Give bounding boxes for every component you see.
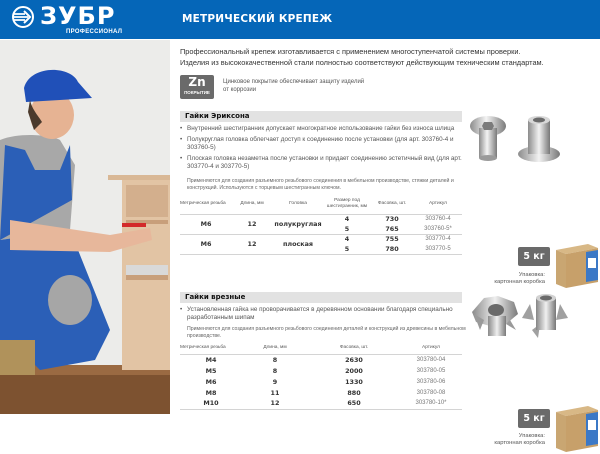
brand-logo <box>12 4 162 36</box>
table-row <box>180 398 462 409</box>
article-cell: 303770-4 <box>425 236 451 243</box>
erickson-nut-round-head-image <box>468 114 508 164</box>
length-cell: 8 <box>272 366 278 375</box>
insert-nut-flat-image <box>470 290 520 338</box>
article-cell: 303780-04 <box>416 356 446 363</box>
packaging-label <box>485 433 545 447</box>
table-row <box>180 365 462 376</box>
erickson-specs-table <box>180 195 462 255</box>
col-thread: Метрическая резьба <box>180 195 232 214</box>
brand-subtitle: ПРОФЕССИОНАЛ <box>66 29 123 35</box>
col-thread: Метрическая резьба <box>180 343 242 354</box>
length-cell: 9 <box>272 377 278 386</box>
thread-cell: М8 <box>205 388 217 397</box>
packaging-label <box>485 272 545 286</box>
header-bar <box>0 0 600 39</box>
thread-cell: М5 <box>205 366 217 375</box>
brand-name: ЗУБР <box>40 2 116 30</box>
feature-item: • Внутренний шестигранник допускает многократное использование гайки без износа шлица <box>180 125 470 133</box>
table-row <box>180 234 462 244</box>
insert-nut-side-image <box>520 290 570 340</box>
thread-cell: М6 <box>180 214 232 234</box>
packaging-label-line-2: картонная коробка <box>494 279 545 285</box>
intro-line-1: Профессиональный крепеж изготавливается с применением многоступенчатой системы проверки. <box>180 47 521 56</box>
table-row <box>180 387 462 398</box>
hex-cell: 4 <box>344 235 350 244</box>
length-cell: 12 <box>232 234 272 254</box>
article-cell: 303780-05 <box>416 367 446 374</box>
thread-cell: М6 <box>180 234 232 254</box>
zinc-description <box>223 78 403 94</box>
packaging-label-line-1: Упаковка: <box>518 433 545 439</box>
table-header-row <box>180 195 462 214</box>
hex-cell: 5 <box>324 224 370 234</box>
section-title-text: Гайки врезные <box>185 293 246 301</box>
section-title-erickson-nuts <box>180 111 462 122</box>
insert-nuts-specs-table <box>180 343 462 410</box>
worker-illustration <box>0 40 170 414</box>
worker-photo <box>0 40 170 414</box>
pack-cell: 2000 <box>345 366 363 375</box>
feature-item: • Плоская головка незаметна после установки и придает соединению эстетичный вид (для арт. 303770-4 и 303770-5) <box>180 155 470 171</box>
pack-cell: 765 <box>370 224 414 234</box>
insert-nuts-usage-note: Применяются для создания разъемного резьбового соединения деталей и конструкций из древесины в мебельном производстве. <box>187 326 466 339</box>
hex-cell: 5 <box>324 244 370 254</box>
head-cell: плоская <box>272 234 324 254</box>
intro-line-2: Изделия из высококачественной стали полностью соответствуют действующим техническим стандартам. <box>180 58 544 67</box>
packaging-label-line-1: Упаковка: <box>518 272 545 278</box>
col-article: Артикул <box>414 195 462 214</box>
pack-cell: 780 <box>370 244 414 254</box>
erickson-usage-note: Применяются для создания разъемного резьбового соединения в мебельном производстве, стяжки деталей и конструкций. Используются с торцевым шестигранным ключом. <box>187 178 454 191</box>
length-cell: 12 <box>242 398 308 409</box>
col-pack: Фасовка, шт. <box>370 195 414 214</box>
hex-cell: 4 <box>344 215 350 224</box>
feature-item: • Установленная гайка не проворачивается в деревянном основании благодаря специально разработанным шипам <box>180 306 470 322</box>
article-cell: 303780-06 <box>416 378 446 385</box>
zinc-description-line-2: от коррозии <box>223 87 257 93</box>
pack-cell: 2630 <box>345 355 363 364</box>
brand-arrow-icon <box>12 6 34 28</box>
article-cell: 303760-5* <box>414 224 462 234</box>
length-cell: 12 <box>232 214 272 234</box>
erickson-nut-flat-head-image <box>516 114 562 166</box>
article-cell: 303780-08 <box>416 389 446 396</box>
weight-badge: 5 кг <box>518 247 550 266</box>
table-row <box>180 354 462 365</box>
pack-cell: 1330 <box>345 377 363 386</box>
packaging-label-line-2: картонная коробка <box>494 440 545 446</box>
zinc-badge-symbol: Zn <box>188 75 206 89</box>
head-cell: полукруглая <box>272 214 324 234</box>
col-article: Артикул <box>400 343 462 354</box>
length-cell: 8 <box>272 355 278 364</box>
insert-nuts-features-list <box>180 306 470 325</box>
table-row <box>180 214 462 224</box>
thread-cell: М6 <box>205 377 217 386</box>
zinc-badge-label: ПОКРЫТИЕ <box>184 90 210 95</box>
weight-badge: 5 кг <box>518 409 550 428</box>
pack-cell: 730 <box>385 215 399 224</box>
section-title-insert-nuts <box>180 292 462 303</box>
pack-cell: 755 <box>385 235 399 244</box>
cardboard-box-image <box>552 400 600 454</box>
table-header-row <box>180 343 462 354</box>
col-head: Головка <box>272 195 324 214</box>
pack-cell: 650 <box>308 398 400 409</box>
article-cell: 303760-4 <box>425 216 451 223</box>
intro-text <box>180 46 600 68</box>
thread-cell: М4 <box>205 355 217 364</box>
erickson-features-list <box>180 125 470 174</box>
feature-item: • Полукруглая головка облегчает доступ к соединению после установки (для арт. 303760-4 и 303760-5) <box>180 136 470 152</box>
col-hex-size: Размер под шестигранник, мм <box>324 195 370 214</box>
pack-cell: 880 <box>347 388 361 397</box>
section-title-text: Гайки Эриксона <box>185 112 250 120</box>
page-title: МЕТРИЧЕСКИЙ КРЕПЕЖ <box>182 13 333 25</box>
zinc-description-line-1: Цинковое покрытие обеспечивает защиту изделий <box>223 79 365 85</box>
article-cell: 303780-10* <box>400 398 462 409</box>
col-length: Длина, мм <box>232 195 272 214</box>
cardboard-box-image <box>552 238 600 290</box>
table-row <box>180 376 462 387</box>
zinc-coating-badge <box>180 75 214 99</box>
col-length: Длина, мм <box>242 343 308 354</box>
col-pack: Фасовка, шт. <box>308 343 400 354</box>
article-cell: 303770-5 <box>414 244 462 254</box>
thread-cell: М10 <box>180 398 242 409</box>
length-cell: 11 <box>270 388 280 397</box>
